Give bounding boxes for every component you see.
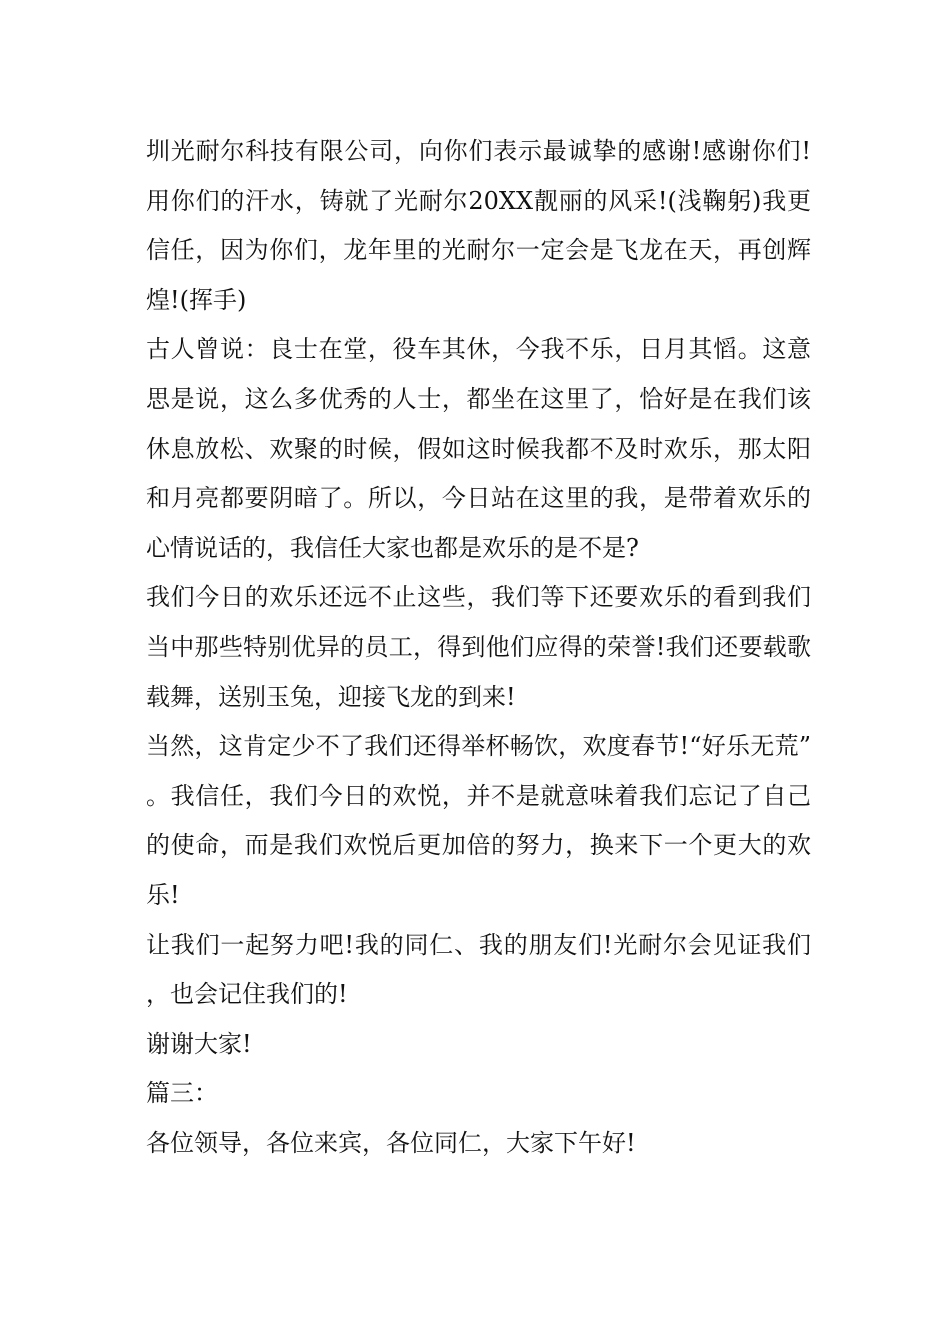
- paragraph-thank-you: 谢谢大家!: [146, 1029, 252, 1058]
- paragraph-thanks: 圳光耐尔科技有限公司，向你们表示最诚挚的感谢!感谢你们!用你们的汗水，铸就了光耐尔20XX靓丽的风采!(浅鞠躬)我更信任，因为你们，龙年里的光耐尔一定会是飞龙在天，再创辉煌!(挥手): [146, 137, 811, 314]
- section-heading: 篇三：: [146, 1079, 218, 1108]
- paragraph-together: 让我们一起努力吧!我的同仁、我的朋友们!光耐尔会见证我们，也会记住我们的!: [146, 930, 811, 1009]
- paragraph-toast: 当然，这肯定少不了我们还得举杯畅饮，欢度春节!“好乐无荒”。我信任，我们今日的欢悦，并不是就意味着我们忘记了自己的使命，而是我们欢悦后更加倍的努力，换来下一个更大的欢乐!: [146, 732, 811, 909]
- paragraph-greeting: 各位领导，各位来宾，各位同仁，大家下午好!: [146, 1128, 636, 1157]
- document-body: [146, 127, 811, 1168]
- paragraph-celebration: 我们今日的欢乐还远不止这些，我们等下还要欢乐的看到我们当中那些特别优异的员工，得到他们应得的荣誉!我们还要载歌载舞，送别玉兔，迎接飞龙的到来!: [146, 583, 811, 711]
- paragraph-ancient-saying: 古人曾说：良士在堂，役车其休，今我不乐，日月其慆。这意思是说，这么多优秀的人士，都坐在这里了，恰好是在我们该休息放松、欢聚的时候，假如这时候我都不及时欢乐，那太阳和月亮都要阴暗了。所以，今日站在这里的我，是带着欢乐的心情说话的，我信任大家也都是欢乐的是不是?: [146, 335, 811, 562]
